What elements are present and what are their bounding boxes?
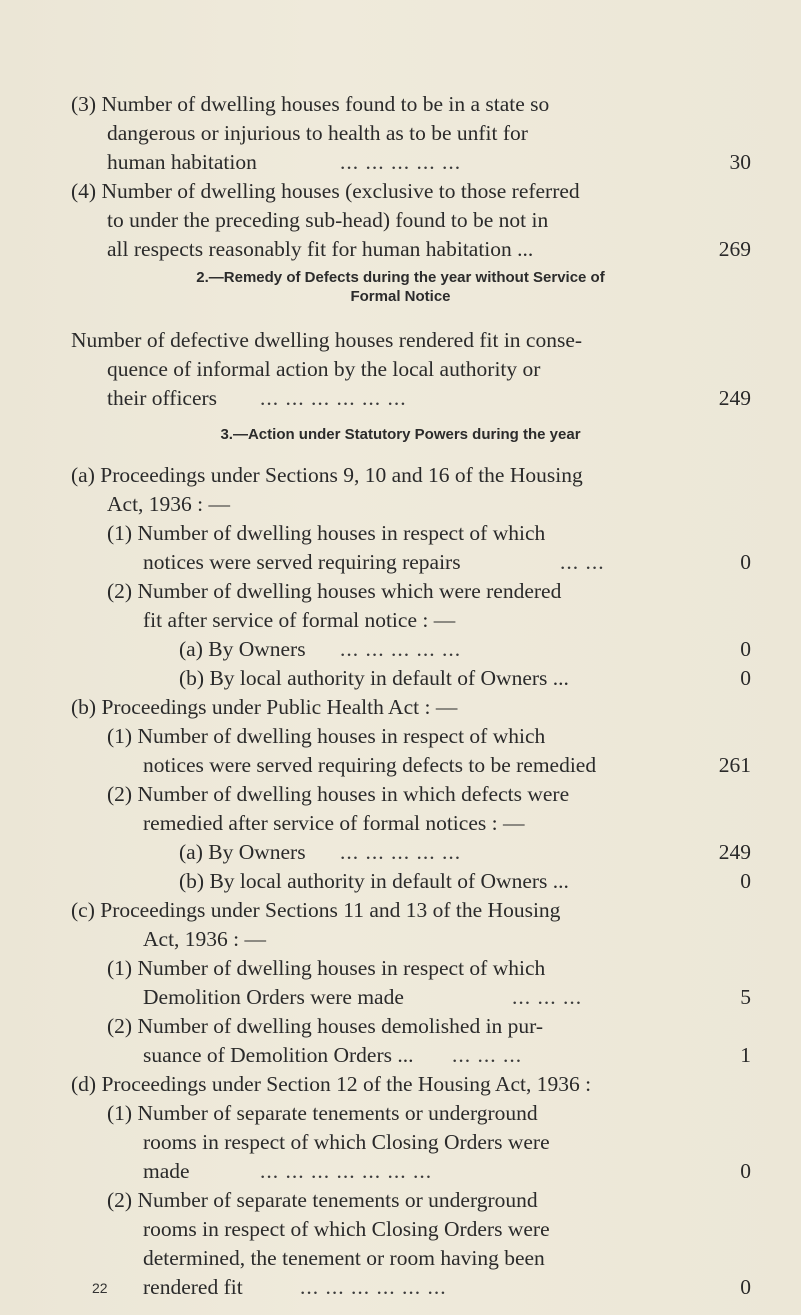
section-2-body [0, 326, 801, 413]
c-line-1: (c) Proceedings under Sections 11 and 13 of the Housing [71, 898, 561, 922]
dot-leader: ... ... ... ... ... ... [300, 1275, 447, 1299]
section-3-b [0, 693, 801, 896]
item-3-line-3: human habitation [107, 150, 257, 174]
item-3-value: 30 [729, 150, 751, 174]
b1-line-2: notices were served requiring defects to be remedied [143, 753, 597, 777]
a2-line-1: (2) Number of dwelling houses which were rendered [107, 579, 562, 603]
item-4 [0, 177, 801, 264]
section-2-line-3: their officers [107, 386, 218, 410]
item-4-line-3: all respects reasonably fit for human habitation ... [107, 237, 534, 261]
b2-local-label: (b) By local authority in default of Owners ... [179, 869, 569, 893]
item-4-value: 269 [718, 237, 751, 261]
a1-line-1: (1) Number of dwelling houses in respect of which [107, 521, 546, 545]
a1-line-2: notices were served requiring repairs [143, 550, 461, 574]
a-line-1: (a) Proceedings under Sections 9, 10 and 16 of the Housing [71, 463, 583, 487]
b-line-1: (b) Proceedings under Public Health Act : — [71, 695, 458, 719]
b2-owners-value: 249 [718, 840, 751, 864]
c-line-2: Act, 1936 : — [143, 927, 267, 951]
section-2-line-1: Number of defective dwelling houses rendered fit in conse- [71, 328, 583, 352]
a-line-2: Act, 1936 : — [107, 492, 231, 516]
section-2-value: 249 [718, 386, 751, 410]
a2-owners-value: 0 [740, 637, 751, 661]
section-2-heading-1: 2.—Remedy of Defects during the year without Service of [196, 269, 605, 286]
d1-line-1: (1) Number of separate tenements or underground [107, 1101, 538, 1125]
dot-leader: ... ... ... ... ... ... [260, 386, 407, 410]
b2-owners-label: (a) By Owners [179, 840, 306, 864]
d2-line-4: rendered fit [143, 1275, 243, 1299]
a2-local-label: (b) By local authority in default of Owners ... [179, 666, 569, 690]
d2-line-1: (2) Number of separate tenements or underground [107, 1188, 538, 1212]
d1-value: 0 [740, 1159, 751, 1183]
c2-line-1: (2) Number of dwelling houses demolished in pur- [107, 1014, 544, 1038]
section-3-heading: 3.—Action under Statutory Powers during the year [220, 426, 581, 443]
d1-line-2: rooms in respect of which Closing Orders were [143, 1130, 550, 1154]
dot-leader: ... ... ... [452, 1043, 523, 1067]
d2-line-2: rooms in respect of which Closing Orders were [143, 1217, 550, 1241]
c2-line-2: suance of Demolition Orders ... [143, 1043, 414, 1067]
dot-leader: ... ... ... ... ... [340, 840, 462, 864]
dot-leader: ... ... ... ... ... [340, 637, 462, 661]
item-4-line-1: (4) Number of dwelling houses (exclusive to those referred [71, 179, 580, 203]
c1-line-1: (1) Number of dwelling houses in respect of which [107, 956, 546, 980]
section-2-line-2: quence of informal action by the local authority or [107, 357, 541, 381]
b1-line-1: (1) Number of dwelling houses in respect of which [107, 724, 546, 748]
b1-value: 261 [718, 753, 751, 777]
d2-value: 0 [740, 1275, 751, 1299]
dot-leader: ... ... ... ... ... [340, 150, 462, 174]
a2-local-value: 0 [740, 666, 751, 690]
a2-line-2: fit after service of formal notice : — [143, 608, 456, 632]
b2-local-value: 0 [740, 869, 751, 893]
section-3-d [0, 1070, 801, 1302]
section-2-heading-2: Formal Notice [350, 288, 451, 305]
c1-line-2: Demolition Orders were made [143, 985, 404, 1009]
c2-value: 1 [740, 1043, 751, 1067]
a2-owners-label: (a) By Owners [179, 637, 306, 661]
b2-line-2: remedied after service of formal notices : — [143, 811, 525, 835]
section-3-a [0, 461, 801, 693]
item-3-line-1: (3) Number of dwelling houses found to be in a state so [71, 92, 550, 116]
dot-leader: ... ... ... [512, 985, 583, 1009]
a1-value: 0 [740, 550, 751, 574]
item-3-line-2: dangerous or injurious to health as to be unfit for [107, 121, 528, 145]
dot-leader: ... ... [560, 550, 605, 574]
dot-leader: ... ... ... ... ... ... ... [260, 1159, 433, 1183]
d2-line-3: determined, the tenement or room having been [143, 1246, 545, 1270]
section-3-c [0, 896, 801, 1070]
d1-line-3: made [143, 1159, 190, 1183]
item-4-line-2: to under the preceding sub-head) found to be not in [107, 208, 549, 232]
b2-line-1: (2) Number of dwelling houses in which defects were [107, 782, 570, 806]
c1-value: 5 [740, 985, 751, 1009]
item-3 [0, 90, 801, 177]
page-number: 22 [92, 1280, 108, 1296]
d-line-1: (d) Proceedings under Section 12 of the Housing Act, 1936 : [71, 1072, 592, 1096]
